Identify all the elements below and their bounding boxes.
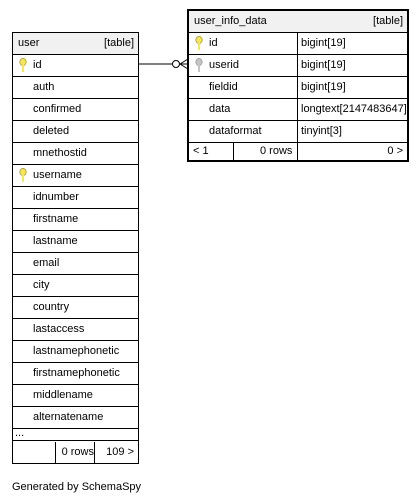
user-table-footer — [13, 442, 138, 463]
user-column-row[interactable] — [13, 143, 138, 165]
user-rows-count: 0 rows — [61, 446, 94, 458]
user-column-row[interactable] — [13, 385, 138, 407]
footer-divider — [94, 442, 95, 463]
column-name: alternatename — [33, 411, 104, 423]
user-column-row[interactable] — [13, 407, 138, 429]
generated-by-credit: Generated by SchemaSpy — [12, 481, 142, 493]
info-rows-count: 0 rows — [260, 145, 293, 157]
column-type: bigint[19] — [297, 77, 346, 98]
user-info-data-header[interactable] — [189, 11, 407, 33]
column-name: firstname — [33, 213, 79, 225]
user-info-data-footer — [189, 143, 407, 160]
column-name: middlename — [33, 389, 93, 401]
primary-key-icon — [194, 36, 204, 51]
user-column-row[interactable] — [13, 297, 138, 319]
user-info-data-column-row[interactable] — [189, 99, 407, 121]
user-children-link[interactable]: 109 > — [106, 446, 134, 458]
user-info-data-table[interactable] — [187, 9, 409, 162]
column-name: lastaccess — [33, 323, 85, 335]
user-column-row[interactable] — [13, 253, 138, 275]
user-column-row[interactable] — [13, 275, 138, 297]
column-type: bigint[19] — [297, 33, 346, 54]
user-table[interactable] — [12, 32, 139, 464]
column-name: username — [33, 169, 82, 181]
column-name: userid — [209, 59, 239, 71]
user-column-row[interactable] — [13, 363, 138, 385]
user-table-kind: [table] — [104, 37, 134, 49]
user-info-data-column-row[interactable] — [189, 77, 407, 99]
column-name: lastnamephonetic — [33, 345, 120, 357]
user-column-row[interactable] — [13, 209, 138, 231]
column-name: data — [209, 103, 231, 115]
column-name: firstnamephonetic — [33, 367, 120, 379]
primary-key-icon — [18, 58, 28, 73]
user-info-data-name: user_info_data — [194, 15, 267, 27]
more-columns-indicator — [13, 429, 138, 441]
user-column-row[interactable] — [13, 341, 138, 363]
column-name: id — [209, 37, 218, 49]
user-table-header[interactable] — [13, 33, 138, 55]
column-name: lastname — [33, 235, 78, 247]
column-name: country — [33, 301, 70, 313]
user-column-row[interactable] — [13, 55, 138, 77]
zero-cardinality-marker — [173, 61, 180, 68]
column-name: deleted — [33, 125, 70, 137]
column-type: bigint[19] — [297, 55, 346, 76]
primary-key-icon — [18, 168, 28, 183]
user-column-row[interactable] — [13, 319, 138, 341]
user-column-row[interactable] — [13, 231, 138, 253]
footer-divider — [297, 143, 298, 160]
info-children-link[interactable]: 0 > — [387, 145, 403, 157]
column-name: mnethostid — [33, 147, 87, 159]
user-column-row[interactable] — [13, 121, 138, 143]
column-name: confirmed — [33, 103, 82, 115]
user-info-data-column-row[interactable] — [189, 121, 407, 143]
column-name: city — [33, 279, 50, 291]
footer-divider — [55, 442, 56, 463]
column-name: dataformat — [209, 125, 262, 137]
user-column-row[interactable] — [13, 99, 138, 121]
user-column-row[interactable] — [13, 165, 138, 187]
more-columns-text: ... — [15, 427, 25, 439]
column-name: id — [33, 59, 42, 71]
user-info-data-kind: [table] — [373, 15, 403, 27]
column-name: fieldid — [209, 81, 238, 93]
foreign-key-icon — [194, 58, 204, 73]
column-name: auth — [33, 81, 55, 93]
user-info-data-column-row[interactable] — [189, 33, 407, 55]
column-type: longtext[2147483647] — [297, 99, 407, 120]
column-name: idnumber — [33, 191, 79, 203]
user-column-row[interactable] — [13, 187, 138, 209]
column-type: tinyint[3] — [297, 121, 342, 142]
user-table-name: user — [18, 37, 40, 49]
user-column-row[interactable] — [13, 77, 138, 99]
footer-divider — [233, 143, 234, 160]
user-info-data-column-row[interactable] — [189, 55, 407, 77]
column-name: email — [33, 257, 60, 269]
info-parents-link[interactable]: < 1 — [193, 145, 209, 157]
